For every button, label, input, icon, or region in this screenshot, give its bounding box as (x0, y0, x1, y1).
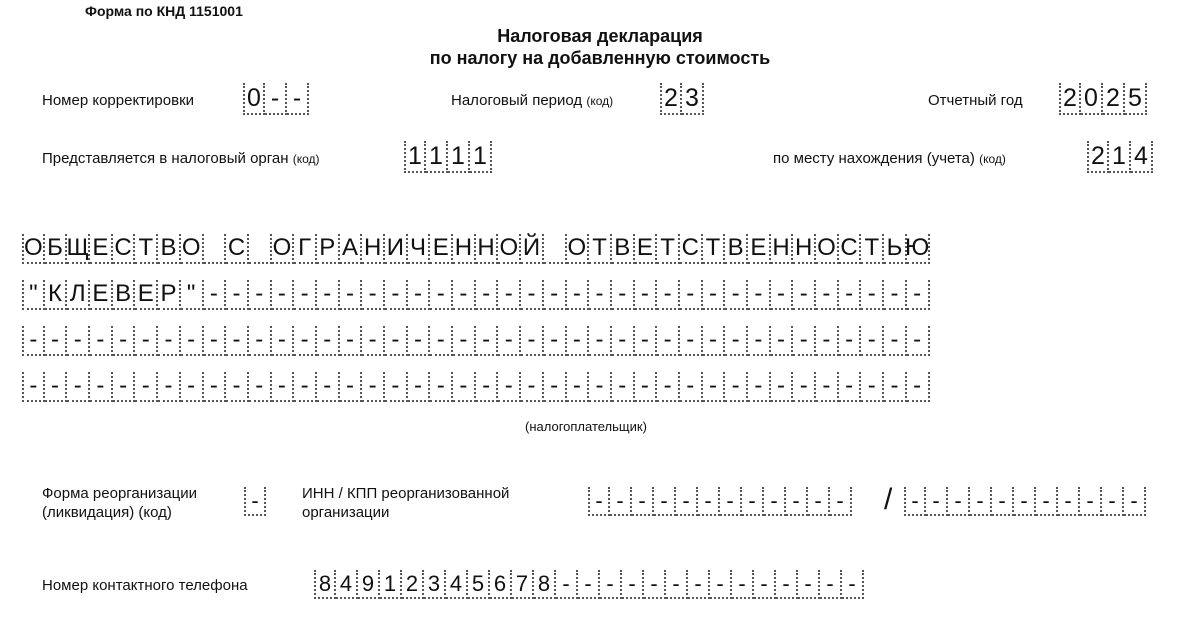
form-cell[interactable]: - (181, 326, 204, 356)
form-cell[interactable]: - (408, 326, 431, 356)
form-cell[interactable]: - (725, 326, 748, 356)
form-cell[interactable]: - (589, 326, 612, 356)
form-cell[interactable]: Б (45, 234, 68, 264)
form-cell[interactable]: - (113, 372, 136, 402)
form-cell[interactable]: - (861, 372, 884, 402)
form-cell[interactable]: - (226, 280, 249, 310)
form-cell[interactable]: - (612, 372, 635, 402)
form-cell[interactable]: Е (430, 234, 453, 264)
tax-period-label-text: Налоговый период (451, 92, 583, 109)
reporting-year-field[interactable] (1059, 83, 1147, 115)
form-cell[interactable]: Т (861, 234, 884, 264)
inn-kpp-separator: / (884, 483, 893, 516)
reporting-year-label: Отчетный год (928, 92, 1023, 109)
form-cell[interactable]: - (287, 83, 309, 115)
tax-authority-label-text: Представляется в налоговый орган (42, 150, 289, 167)
form-cell[interactable]: - (476, 326, 499, 356)
form-cell[interactable]: - (748, 372, 771, 402)
form-cell[interactable]: 1 (404, 141, 426, 173)
form-cell[interactable]: - (226, 326, 249, 356)
form-cell[interactable]: - (742, 487, 764, 516)
form-cell[interactable]: - (793, 280, 816, 310)
form-cell[interactable]: - (453, 372, 476, 402)
form-cell[interactable]: - (362, 326, 385, 356)
form-cell[interactable]: - (567, 280, 590, 310)
form-cell[interactable]: - (521, 326, 544, 356)
form-cell[interactable]: - (644, 570, 666, 599)
form-cell[interactable]: - (476, 280, 499, 310)
form-cell[interactable]: Ь (884, 234, 907, 264)
form-cell[interactable]: Н (453, 234, 476, 264)
form-cell[interactable]: - (839, 280, 862, 310)
form-cell[interactable]: - (798, 570, 820, 599)
form-cell[interactable]: - (710, 570, 732, 599)
tax-period-field[interactable] (660, 83, 704, 115)
form-cell[interactable]: Е (90, 280, 113, 310)
form-cell[interactable]: - (362, 372, 385, 402)
form-cell[interactable]: - (113, 326, 136, 356)
form-cell[interactable]: - (904, 487, 926, 516)
form-cell[interactable]: - (385, 372, 408, 402)
form-cell[interactable]: - (294, 280, 317, 310)
form-cell[interactable]: - (226, 372, 249, 402)
form-cell[interactable]: - (22, 326, 45, 356)
form-cell[interactable]: - (861, 326, 884, 356)
form-cell[interactable]: - (725, 372, 748, 402)
form-cell[interactable]: - (703, 326, 726, 356)
form-cell[interactable]: - (498, 280, 521, 310)
correction-number-label: Номер корректировки (42, 92, 195, 109)
form-cell[interactable]: 0 (1081, 83, 1103, 115)
form-cell[interactable]: - (135, 326, 158, 356)
form-cell[interactable]: - (948, 487, 970, 516)
form-cell[interactable]: 9 (358, 570, 380, 599)
form-cell[interactable]: В (113, 280, 136, 310)
form-cell[interactable]: - (680, 372, 703, 402)
form-cell[interactable]: Щ (67, 234, 90, 264)
location-field[interactable] (1087, 141, 1153, 173)
form-cell[interactable]: - (688, 570, 710, 599)
form-cell[interactable]: Т (703, 234, 726, 264)
form-cell[interactable]: - (839, 372, 862, 402)
form-cell[interactable]: " (22, 280, 45, 310)
form-cell[interactable]: 2 (402, 570, 424, 599)
form-cell[interactable]: - (265, 83, 287, 115)
form-cell[interactable]: Н (476, 234, 499, 264)
form-cell[interactable]: - (453, 326, 476, 356)
taxpayer-row-2[interactable] (22, 280, 930, 310)
form-cell[interactable]: 1 (470, 141, 492, 173)
form-cell[interactable]: Р (317, 234, 340, 264)
form-cell[interactable]: - (816, 280, 839, 310)
form-cell[interactable]: 5 (1125, 83, 1147, 115)
form-cell[interactable]: - (764, 487, 786, 516)
reorganization-form-label (42, 484, 242, 522)
form-cell[interactable]: - (635, 372, 658, 402)
form-cell[interactable]: О (272, 234, 295, 264)
form-cell[interactable]: - (272, 372, 295, 402)
form-cell[interactable]: - (362, 280, 385, 310)
form-cell[interactable]: - (907, 326, 930, 356)
taxpayer-caption: (налогоплательщик) (525, 419, 647, 434)
form-cell[interactable]: - (340, 326, 363, 356)
form-cell[interactable]: - (907, 372, 930, 402)
form-cell[interactable]: О (816, 234, 839, 264)
form-cell[interactable]: 4 (336, 570, 358, 599)
form-cell[interactable]: Н (362, 234, 385, 264)
form-cell[interactable]: - (430, 280, 453, 310)
form-cell[interactable]: - (754, 570, 776, 599)
form-cell[interactable]: 3 (682, 83, 704, 115)
form-cell[interactable]: - (776, 570, 798, 599)
form-cell[interactable] (204, 234, 227, 264)
form-cell[interactable]: - (476, 372, 499, 402)
form-cell[interactable]: - (884, 372, 907, 402)
form-cell[interactable]: - (45, 372, 68, 402)
form-cell[interactable]: - (567, 372, 590, 402)
form-cell[interactable]: - (578, 570, 600, 599)
form-cell[interactable]: - (748, 326, 771, 356)
form-cell[interactable]: 1 (380, 570, 402, 599)
form-cell[interactable]: - (294, 326, 317, 356)
form-cell[interactable]: - (748, 280, 771, 310)
form-cell[interactable]: - (657, 326, 680, 356)
taxpayer-row-1[interactable] (22, 234, 930, 264)
form-cell[interactable]: - (22, 372, 45, 402)
form-cell[interactable]: К (45, 280, 68, 310)
form-cell[interactable]: - (786, 487, 808, 516)
form-cell[interactable]: О (181, 234, 204, 264)
form-cell[interactable]: - (970, 487, 992, 516)
form-cell[interactable]: Н (771, 234, 794, 264)
form-cell[interactable]: - (654, 487, 676, 516)
form-cell[interactable]: О (498, 234, 521, 264)
form-cell[interactable]: - (632, 487, 654, 516)
tax-period-label (451, 92, 613, 109)
reorganized-kpp-field[interactable] (904, 487, 1146, 516)
form-cell[interactable]: Р (158, 280, 181, 310)
form-cell[interactable]: - (771, 280, 794, 310)
form-cell[interactable]: - (453, 280, 476, 310)
form-cell[interactable]: - (498, 326, 521, 356)
form-cell[interactable]: - (884, 326, 907, 356)
form-cell[interactable]: - (622, 570, 644, 599)
form-cell[interactable]: - (90, 326, 113, 356)
form-cell[interactable]: О (567, 234, 590, 264)
form-cell[interactable]: 1 (426, 141, 448, 173)
form-cell[interactable]: С (680, 234, 703, 264)
reorganization-form-label-line1: Форма реорганизации (42, 485, 197, 502)
form-cell[interactable]: - (720, 487, 742, 516)
form-cell[interactable]: И (385, 234, 408, 264)
form-cell[interactable]: 1 (448, 141, 470, 173)
form-cell[interactable]: - (317, 326, 340, 356)
form-cell[interactable]: 8 (314, 570, 336, 599)
form-cell[interactable]: 0 (243, 83, 265, 115)
reorganization-form-field[interactable] (244, 487, 266, 516)
form-cell[interactable]: - (793, 326, 816, 356)
form-cell[interactable]: - (884, 280, 907, 310)
form-cell[interactable]: - (521, 280, 544, 310)
form-cell[interactable]: - (612, 326, 635, 356)
form-cell[interactable]: - (521, 372, 544, 402)
form-cell[interactable]: - (588, 487, 610, 516)
correction-number-field[interactable] (243, 83, 309, 115)
form-cell[interactable]: О (22, 234, 45, 264)
form-cell[interactable]: - (158, 326, 181, 356)
form-cell[interactable]: - (430, 372, 453, 402)
form-cell[interactable]: Й (521, 234, 544, 264)
form-cell[interactable] (544, 234, 567, 264)
form-cell[interactable]: - (244, 487, 266, 516)
form-cell[interactable]: - (610, 487, 632, 516)
form-cell[interactable]: - (589, 280, 612, 310)
tax-authority-label (42, 150, 320, 167)
form-cell[interactable]: - (771, 326, 794, 356)
page-subtitle: по налогу на добавленную стоимость (429, 48, 771, 68)
form-cell[interactable]: 8 (534, 570, 556, 599)
form-cell[interactable]: - (793, 372, 816, 402)
form-cell[interactable]: 4 (1131, 141, 1153, 173)
form-cell[interactable]: - (317, 372, 340, 402)
form-cell[interactable]: - (204, 372, 227, 402)
reorganized-inn-kpp-label-line2: организации (302, 504, 390, 521)
form-cell[interactable]: Ч (408, 234, 431, 264)
reorganized-inn-kpp-label-line1: ИНН / КПП реорганизованной (302, 485, 510, 502)
taxpayer-row-4[interactable] (22, 372, 930, 402)
form-cell[interactable]: - (635, 326, 658, 356)
form-cell[interactable]: Л (67, 280, 90, 310)
form-cell[interactable]: - (992, 487, 1014, 516)
form-cell[interactable]: 7 (512, 570, 534, 599)
form-cell[interactable]: - (657, 280, 680, 310)
tax-period-code-suffix: (код) (586, 94, 614, 108)
form-cell[interactable]: 5 (468, 570, 490, 599)
form-code: Форма по КНД 1151001 (85, 3, 243, 19)
form-cell[interactable]: 3 (424, 570, 446, 599)
form-cell[interactable]: - (317, 280, 340, 310)
form-cell[interactable]: - (498, 372, 521, 402)
form-cell[interactable]: - (135, 372, 158, 402)
form-cell[interactable]: - (926, 487, 948, 516)
form-cell[interactable]: В (612, 234, 635, 264)
form-cell[interactable]: - (676, 487, 698, 516)
form-cell[interactable]: - (703, 280, 726, 310)
form-cell[interactable]: В (725, 234, 748, 264)
form-cell[interactable]: - (249, 280, 272, 310)
form-cell[interactable]: - (90, 372, 113, 402)
form-cell[interactable]: - (45, 326, 68, 356)
form-cell[interactable]: - (600, 570, 622, 599)
form-cell[interactable]: - (249, 326, 272, 356)
form-cell[interactable]: - (272, 280, 295, 310)
form-cell[interactable]: - (204, 326, 227, 356)
form-cell[interactable]: - (1124, 487, 1146, 516)
form-cell[interactable]: С (839, 234, 862, 264)
form-cell[interactable]: 1 (1109, 141, 1131, 173)
form-cell[interactable]: - (1058, 487, 1080, 516)
form-cell[interactable]: - (808, 487, 830, 516)
form-cell[interactable]: - (430, 326, 453, 356)
form-cell[interactable]: Н (793, 234, 816, 264)
form-cell[interactable]: - (861, 280, 884, 310)
form-cell[interactable]: - (408, 372, 431, 402)
form-cell[interactable]: - (666, 570, 688, 599)
phone-label: Номер контактного телефона (42, 577, 248, 594)
form-cell[interactable]: - (698, 487, 720, 516)
form-cell[interactable]: - (1036, 487, 1058, 516)
tax-authority-code-suffix: (код) (292, 152, 320, 166)
page-title: Налоговая декларация (497, 26, 703, 46)
form-cell[interactable]: 2 (1103, 83, 1125, 115)
form-cell[interactable]: - (635, 280, 658, 310)
form-cell[interactable]: - (771, 372, 794, 402)
form-cell[interactable]: - (544, 280, 567, 310)
form-cell[interactable]: 2 (1087, 141, 1109, 173)
form-cell[interactable]: - (732, 570, 754, 599)
form-cell[interactable]: - (842, 570, 864, 599)
form-cell[interactable]: - (907, 280, 930, 310)
form-cell[interactable]: - (294, 372, 317, 402)
location-label-text: по месту нахождения (учета) (773, 150, 975, 167)
form-cell[interactable]: - (181, 372, 204, 402)
form-cell[interactable]: Е (635, 234, 658, 264)
tax-authority-field[interactable] (404, 141, 492, 173)
form-cell[interactable]: - (556, 570, 578, 599)
form-cell[interactable]: - (816, 326, 839, 356)
form-cell[interactable]: Т (135, 234, 158, 264)
form-cell[interactable]: - (567, 326, 590, 356)
form-cell[interactable]: Е (748, 234, 771, 264)
form-cell[interactable]: " (181, 280, 204, 310)
form-cell[interactable]: - (680, 326, 703, 356)
form-cell[interactable]: - (544, 326, 567, 356)
form-cell[interactable]: Е (135, 280, 158, 310)
form-cell[interactable]: Ю (907, 234, 930, 264)
taxpayer-row-3[interactable] (22, 326, 930, 356)
form-cell[interactable]: А (340, 234, 363, 264)
form-cell[interactable]: - (340, 280, 363, 310)
form-cell[interactable]: - (816, 372, 839, 402)
form-cell[interactable]: - (408, 280, 431, 310)
form-cell[interactable]: 2 (660, 83, 682, 115)
form-cell[interactable]: Г (294, 234, 317, 264)
form-cell[interactable]: - (1102, 487, 1124, 516)
form-cell[interactable]: 4 (446, 570, 468, 599)
form-cell[interactable]: С (113, 234, 136, 264)
form-cell[interactable]: - (158, 372, 181, 402)
form-cell[interactable]: - (820, 570, 842, 599)
reorganization-form-label-line2: (ликвидация) (код) (42, 504, 172, 521)
form-cell[interactable] (249, 234, 272, 264)
reorganized-inn-kpp-label (302, 484, 572, 522)
reorganized-inn-field[interactable] (588, 487, 852, 516)
form-cell[interactable]: Е (90, 234, 113, 264)
form-cell[interactable]: - (1080, 487, 1102, 516)
form-cell[interactable]: 2 (1059, 83, 1081, 115)
form-cell[interactable]: 6 (490, 570, 512, 599)
form-cell[interactable]: С (226, 234, 249, 264)
form-cell[interactable]: Т (657, 234, 680, 264)
form-cell[interactable]: - (385, 280, 408, 310)
form-cell[interactable]: - (544, 372, 567, 402)
form-cell[interactable]: - (272, 326, 295, 356)
form-cell[interactable]: - (725, 280, 748, 310)
form-cell[interactable]: - (249, 372, 272, 402)
form-cell[interactable]: - (67, 326, 90, 356)
phone-field[interactable] (314, 570, 864, 599)
form-cell[interactable]: В (158, 234, 181, 264)
form-cell[interactable]: - (67, 372, 90, 402)
form-cell[interactable]: - (830, 487, 852, 516)
form-cell[interactable]: - (385, 326, 408, 356)
location-label (773, 150, 1006, 167)
form-cell[interactable]: - (680, 280, 703, 310)
form-cell[interactable]: - (839, 326, 862, 356)
form-cell[interactable]: - (589, 372, 612, 402)
form-cell[interactable]: - (340, 372, 363, 402)
form-cell[interactable]: - (1014, 487, 1036, 516)
form-cell[interactable]: - (612, 280, 635, 310)
form-cell[interactable]: Т (589, 234, 612, 264)
form-cell[interactable]: - (204, 280, 227, 310)
form-cell[interactable]: - (657, 372, 680, 402)
form-cell[interactable]: - (703, 372, 726, 402)
location-code-suffix: (код) (979, 152, 1006, 166)
